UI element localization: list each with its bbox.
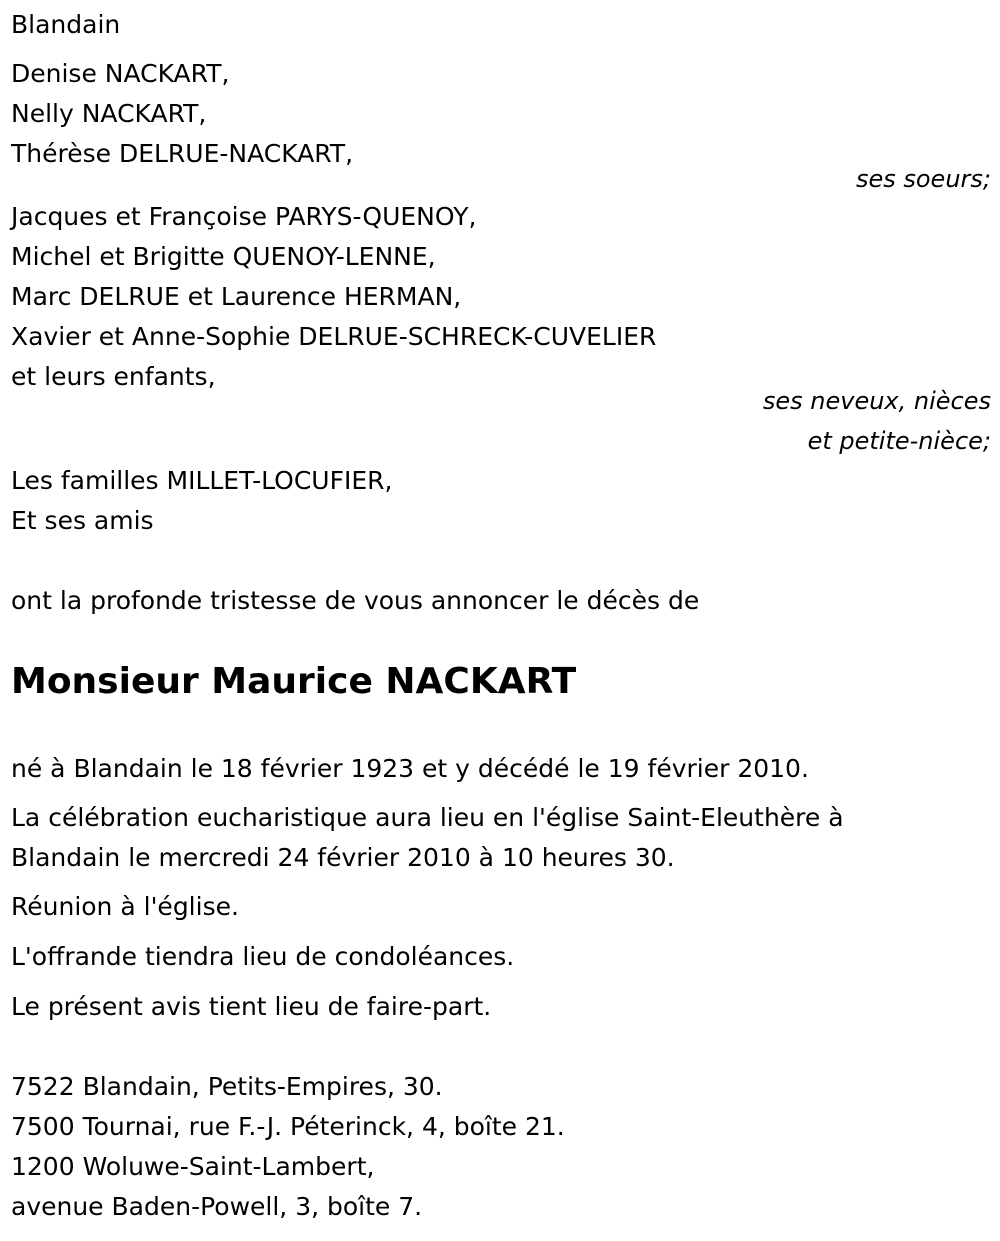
- meeting-line: Réunion à l'église.: [11, 892, 239, 921]
- deceased-name: Monsieur Maurice NACKART: [11, 661, 577, 702]
- address-line: 7522 Blandain, Petits-Empires, 30.: [11, 1072, 443, 1101]
- celebration-line1: La célébration eucharistique aura lieu en l'église Saint-Eleuthère à: [11, 803, 844, 832]
- sister-name: Nelly NACKART,: [11, 99, 207, 128]
- family-line: Les familles MILLET-LOCUFIER,: [11, 466, 393, 495]
- sister-name: Thérèse DELRUE-NACKART,: [11, 139, 354, 168]
- celebration-line2: Blandain le mercredi 24 février 2010 à 10 heures 30.: [11, 843, 675, 872]
- location-heading: Blandain: [11, 10, 121, 39]
- nephew-name: Xavier et Anne-Sophie DELRUE-SCHRECK-CUVELIER: [11, 322, 657, 351]
- nephews-relation-line2: et petite-nièce;: [807, 427, 991, 455]
- nephew-name: Marc DELRUE et Laurence HERMAN,: [11, 282, 462, 311]
- announcement-text: ont la profonde tristesse de vous annoncer le décès de: [11, 586, 700, 615]
- friends-line: Et ses amis: [11, 506, 154, 535]
- sisters-relation: ses soeurs;: [855, 165, 991, 193]
- offering-line: L'offrande tiendra lieu de condoléances.: [11, 942, 515, 971]
- sister-name: Denise NACKART,: [11, 59, 230, 88]
- nephews-relation-line1: ses neveux, nièces: [762, 387, 991, 415]
- notice-line: Le présent avis tient lieu de faire-part.: [11, 992, 492, 1021]
- address-line: 7500 Tournai, rue F.-J. Péterinck, 4, boîte 21.: [11, 1112, 565, 1141]
- address-line: avenue Baden-Powell, 3, boîte 7.: [11, 1192, 423, 1221]
- nephew-name: Jacques et Françoise PARYS-QUENOY,: [11, 202, 477, 231]
- nephew-children: et leurs enfants,: [11, 362, 216, 391]
- address-line: 1200 Woluwe-Saint-Lambert,: [11, 1152, 375, 1181]
- nephew-name: Michel et Brigitte QUENOY-LENNE,: [11, 242, 436, 271]
- birth-death-line: né à Blandain le 18 février 1923 et y décédé le 19 février 2010.: [11, 754, 809, 783]
